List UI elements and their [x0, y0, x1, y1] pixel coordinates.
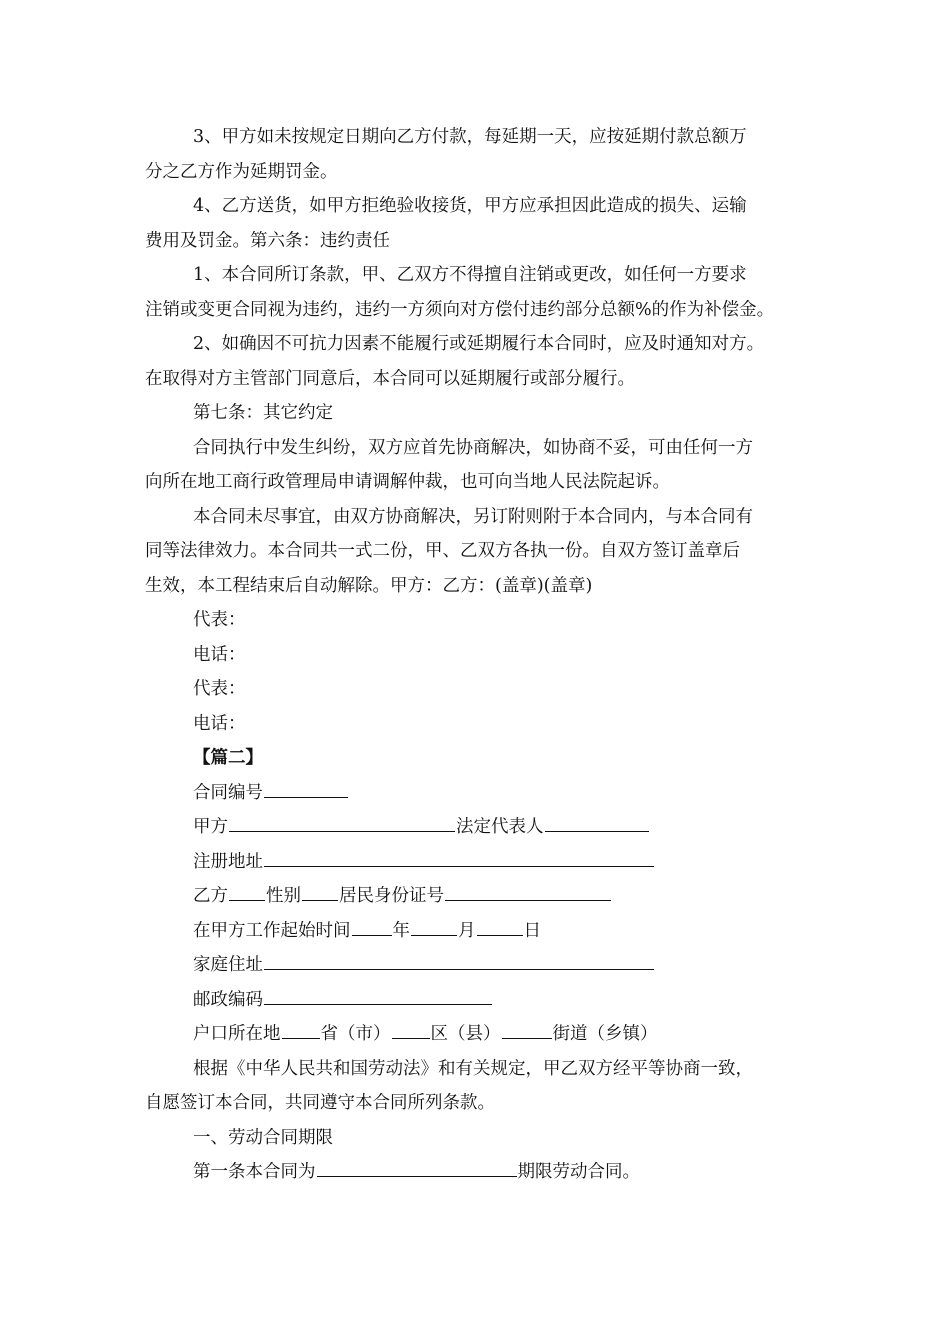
- legal-representative-label: 法定代表人: [456, 817, 544, 837]
- misc-para-line-1: 本合同未尽事宜，由双方协商解决，另订附则附于本合同内，与本合同有: [193, 506, 753, 527]
- dispute-para-line-1: 合同执行中发生纠纷，双方应首先协商解决，如协商不妥，可由任何一方: [193, 437, 753, 458]
- party-a-label: 甲方: [193, 817, 228, 837]
- province-label: 省（市）: [320, 1024, 391, 1044]
- postal-code-blank: [264, 984, 492, 1005]
- contract-term-blank: [317, 1156, 517, 1177]
- party-b-label: 乙方: [193, 886, 228, 906]
- registered-address-row: [145, 845, 825, 880]
- representative-label-1: 代表：: [193, 610, 246, 630]
- postal-code-label: 邮政编码: [193, 989, 263, 1010]
- party-b-row: [145, 879, 825, 914]
- article-1-suffix: 期限劳动合同。: [517, 1162, 640, 1182]
- breach-clause-2-line-1: 2、如确因不可抗力因素不能履行或延期履行本合同时，应及时通知对方。: [193, 334, 765, 354]
- article-7-title: 第七条：其它约定: [193, 403, 333, 423]
- labor-law-para-line-1: 根据《中华人民共和国劳动法》和有关规定，甲乙双方经平等协商一致，: [193, 1058, 753, 1079]
- month-label: 月: [458, 920, 476, 941]
- phone-label-1: 电话：: [193, 644, 246, 665]
- legal-representative-blank: [545, 811, 649, 832]
- home-address-row: [145, 948, 825, 983]
- registered-address-label: 注册地址: [193, 851, 263, 872]
- misc-para-line-3: 生效，本工程结束后自动解除。甲方：乙方：(盖章)(盖章): [145, 575, 593, 596]
- street-label: 街道（乡镇）: [552, 1024, 658, 1044]
- phone-label-2: 电话：: [193, 713, 246, 734]
- contract-text-part-one: [145, 120, 825, 1190]
- article-1-row: [145, 1155, 825, 1190]
- misc-para-line-2: 同等法律效力。本合同共一式二份，甲、乙双方各执一份。自双方签订盖章后: [145, 541, 740, 561]
- registered-address-blank: [264, 846, 654, 867]
- home-address-label: 家庭住址: [193, 955, 263, 975]
- party-a-row: [145, 810, 825, 845]
- party-b-blank: [229, 880, 265, 901]
- district-blank: [392, 1018, 430, 1039]
- contract-number-row: [145, 776, 825, 811]
- street-blank: [502, 1018, 552, 1039]
- day-blank: [477, 915, 523, 936]
- gender-label: 性别: [266, 886, 301, 906]
- month-blank: [411, 915, 457, 936]
- dispute-para-line-2: 向所在地工商行政管理局申请调解仲裁，也可向当地人民法院起诉。: [145, 472, 670, 492]
- article-1-prefix: 第一条本合同为: [193, 1162, 316, 1182]
- start-time-label: 在甲方工作起始时间: [193, 920, 351, 941]
- clause-4-line-2: 费用及罚金。第六条：违约责任: [145, 230, 390, 251]
- day-label: 日: [523, 920, 541, 941]
- id-number-label: 居民身份证号: [339, 886, 444, 906]
- breach-clause-1-line-2: 注销或变更合同视为违约，违约一方须向对方偿付违约部分总额%的作为补偿金。: [145, 299, 775, 320]
- contract-number-blank: [264, 777, 348, 798]
- part-two-heading: 【篇二】: [193, 748, 263, 768]
- year-blank: [352, 915, 392, 936]
- representative-label-2: 代表：: [193, 679, 246, 699]
- hukou-row: [145, 1017, 825, 1052]
- party-a-blank: [229, 811, 455, 832]
- contract-number-label: 合同编号: [193, 782, 263, 803]
- postal-code-row: [145, 983, 825, 1018]
- clause-3-line-1: 3、甲方如未按规定日期向乙方付款，每延期一天，应按延期付款总额万: [193, 127, 747, 147]
- province-blank: [282, 1018, 320, 1039]
- year-label: 年: [392, 920, 410, 941]
- id-number-blank: [445, 880, 611, 901]
- start-time-row: [145, 914, 825, 949]
- breach-clause-2-line-2: 在取得对方主管部门同意后，本合同可以延期履行或部分履行。: [145, 368, 635, 389]
- clause-3-line-2: 分之乙方作为延期罚金。: [145, 161, 338, 182]
- district-label: 区（县）: [430, 1024, 501, 1044]
- labor-law-para-line-2: 自愿签订本合同，共同遵守本合同所列条款。: [145, 1093, 495, 1113]
- section-1-title: 一、劳动合同期限: [193, 1127, 333, 1148]
- breach-clause-1-line-1: 1、本合同所订条款，甲、乙双方不得擅自注销或更改，如任何一方要求: [193, 265, 747, 285]
- gender-blank: [302, 880, 338, 901]
- clause-4-line-1: 4、乙方送货，如甲方拒绝验收接货，甲方应承担因此造成的损失、运输: [193, 196, 747, 216]
- home-address-blank: [264, 949, 654, 970]
- hukou-label: 户口所在地: [193, 1024, 281, 1044]
